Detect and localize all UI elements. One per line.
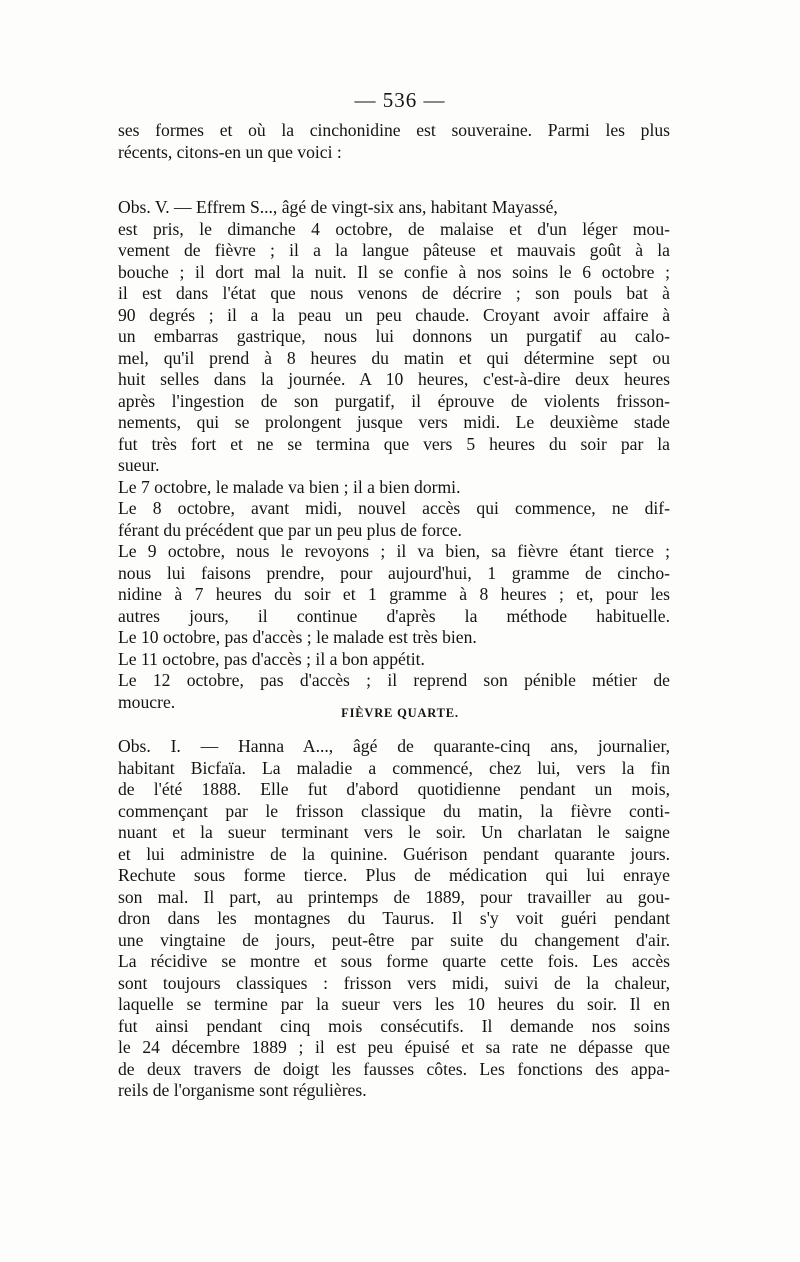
text-line: nuant et la sueur terminant vers le soir. Un charlatan le saigne — [118, 822, 670, 842]
page-number: — 536 — — [354, 88, 446, 112]
text-line: habitant Bicfaïa. La maladie a commencé, chez lui, vers la fin — [118, 757, 670, 778]
text-line: Rechute sous forme tierce. Plus de médication qui lui enraye — [118, 865, 670, 885]
text-line: un embarras gastrique, nous lui donnons un purgatif au calo- — [118, 326, 670, 346]
observation-5 — [118, 197, 670, 713]
intro-paragraph — [118, 120, 670, 163]
text-line: sueur. — [118, 455, 160, 475]
text-line: de deux travers de doigt les fausses côtes. Les fonctions des appa- — [118, 1058, 670, 1079]
text-line: le 24 décembre 1889 ; il est peu épuisé et sa rate ne dépasse que — [118, 1037, 670, 1057]
text-line: Le 7 octobre, le malade va bien ; il a bien dormi. — [118, 476, 461, 497]
text-line: son mal. Il part, au printemps de 1889, pour travailler au gou- — [118, 886, 670, 907]
text-line: de l'été 1888. Elle fut d'abord quotidienne pendant un mois, — [118, 779, 670, 799]
section-heading: FIÈVRE QUARTE. — [341, 706, 459, 720]
observation-1 — [118, 736, 670, 1102]
text-line: Le 12 octobre, pas d'accès ; il reprend son pénible métier de — [118, 670, 670, 690]
text-line: Obs. I. — Hanna A..., âgé de quarante-cinq ans, journalier, — [118, 736, 670, 756]
text-line: nous lui faisons prendre, pour aujourd'hui, 1 gramme de cincho- — [118, 562, 670, 583]
text-line: récents, citons-en un que voici : — [118, 141, 342, 162]
text-line: moucre. — [118, 691, 176, 712]
text-line: il est dans l'état que nous venons de décrire ; son pouls bat à — [118, 283, 670, 303]
text-line: 90 degrés ; il a la peau un peu chaude. Croyant avoir affaire à — [118, 304, 670, 325]
text-line: reils de l'organisme sont régulières. — [118, 1080, 367, 1100]
text-line: nidine à 7 heures du soir et 1 gramme à 8 heures ; et, pour les — [118, 584, 670, 604]
text-line: mel, qu'il prend à 8 heures du matin et qui détermine sept ou — [118, 347, 670, 368]
text-line: fut ainsi pendant cinq mois consécutifs. Il demande nos soins — [118, 1015, 670, 1036]
text-line: nements, qui se prolongent jusque vers midi. Le deuxième stade — [118, 412, 670, 432]
text-line: et lui administre de la quinine. Guérison pendant quarante jours. — [118, 843, 670, 864]
text-line: après l'ingestion de son purgatif, il éprouve de violents frisson- — [118, 390, 670, 411]
text-line: huit selles dans la journée. A 10 heures, c'est-à-dire deux heures — [118, 369, 670, 389]
text-line: ses formes et où la cinchonidine est souveraine. Parmi les plus — [118, 120, 670, 140]
text-line: Le 8 octobre, avant midi, nouvel accès qui commence, ne dif- — [118, 498, 670, 518]
text-line: Le 11 octobre, pas d'accès ; il a bon appétit. — [118, 648, 425, 669]
text-line: La récidive se montre et sous forme quarte cette fois. Les accès — [118, 951, 670, 971]
text-line: dron dans les montagnes du Taurus. Il s'y voit guéri pendant — [118, 908, 670, 928]
text-line: Le 10 octobre, pas d'accès ; le malade est très bien. — [118, 627, 477, 647]
text-line: férant du précédent que par un peu plus de force. — [118, 519, 462, 540]
text-line: une vingtaine de jours, peut-être par suite du changement d'air. — [118, 929, 670, 950]
text-line: autres jours, il continue d'après la méthode habituelle. — [118, 605, 670, 626]
text-line: Le 9 octobre, nous le revoyons ; il va bien, sa fièvre étant tierce ; — [118, 541, 670, 561]
text-line: bouche ; il dort mal la nuit. Il se confie à nos soins le 6 octobre ; — [118, 261, 670, 282]
text-line: commençant par le frisson classique du matin, la fièvre conti- — [118, 800, 670, 821]
text-line: laquelle se termine par la sueur vers les 10 heures du soir. Il en — [118, 994, 670, 1014]
text-line: est pris, le dimanche 4 octobre, de malaise et d'un léger mou- — [118, 218, 670, 239]
text-line: fut très fort et ne se termina que vers 5 heures du soir par la — [118, 433, 670, 454]
text-line: sont toujours classiques : frisson vers midi, suivi de la chaleur, — [118, 972, 670, 993]
text-line: vement de fièvre ; il a la langue pâteuse et mauvais goût à la — [118, 240, 670, 260]
text-line: Obs. V. — Effrem S..., âgé de vingt-six ans, habitant Mayassé, — [118, 197, 558, 217]
